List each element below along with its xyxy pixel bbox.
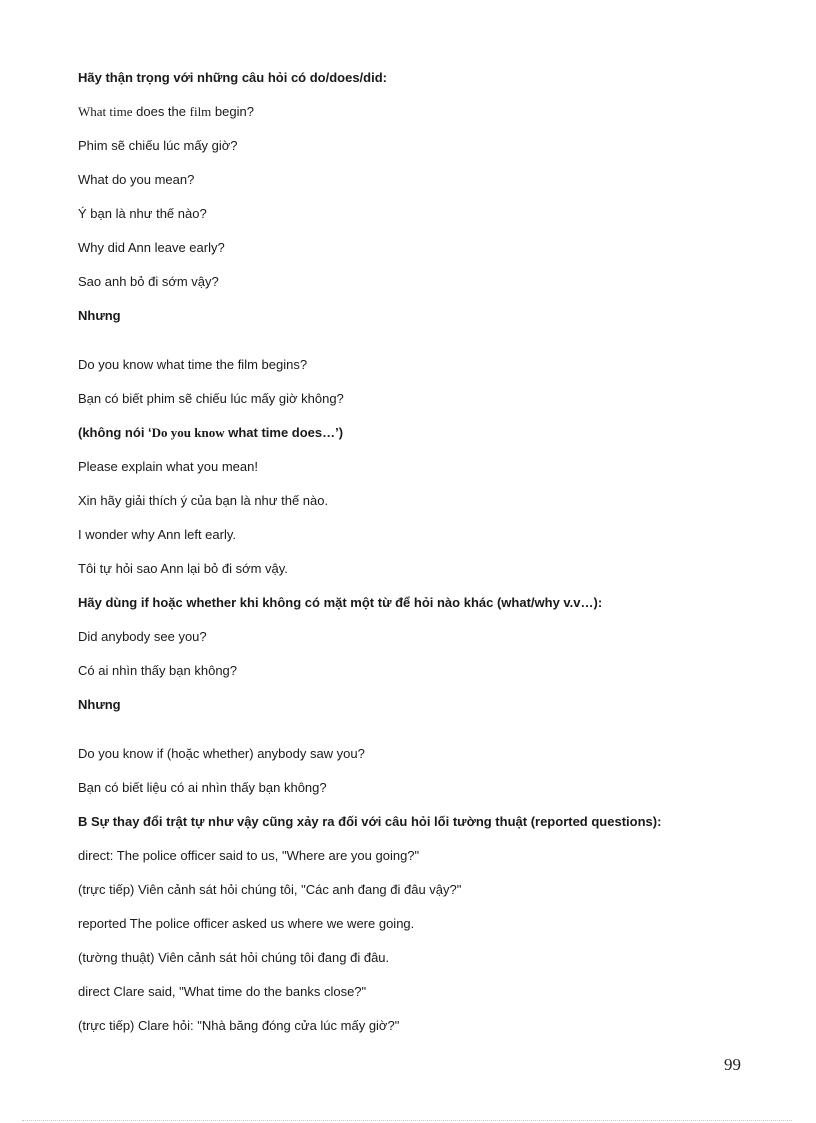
footer-divider: [22, 1120, 792, 1121]
example-line: Do you know if (hoặc whether) anybody saw you?: [78, 746, 365, 761]
translation-line: (tường thuật) Viên cảnh sát hỏi chúng tôi đang đi đâu.: [78, 950, 390, 965]
subheading-nhung: Nhưng: [78, 308, 121, 323]
example-line: Do you know what time the film begins?: [78, 357, 308, 372]
translation-line: (trực tiếp) Clare hỏi: "Nhà băng đóng cửa lúc mấy giờ?": [78, 1018, 400, 1033]
translation-line: (trực tiếp) Viên cảnh sát hỏi chúng tôi, "Các anh đang đi đâu vậy?": [78, 882, 462, 897]
serif-fragment: Do you know: [151, 425, 225, 440]
example-line: Did anybody see you?: [78, 629, 207, 644]
subheading-nhung: Nhưng: [78, 697, 121, 712]
example-line: [78, 104, 254, 120]
example-line: Why did Ann leave early?: [78, 240, 225, 255]
note-line: [78, 425, 343, 441]
translation-line: Có ai nhìn thấy bạn không?: [78, 663, 238, 678]
heading-do-does-did: Hãy thận trọng với những câu hỏi có do/does/did:: [78, 70, 387, 85]
heading-if-whether: Hãy dùng if hoặc whether khi không có mặt một từ để hỏi nào khác (what/why v.v…):: [78, 595, 603, 610]
serif-fragment: What time: [78, 104, 133, 119]
example-line: direct Clare said, "What time do the banks close?": [78, 984, 367, 999]
translation-line: Ý bạn là như thế nào?: [78, 206, 207, 221]
translation-line: Sao anh bỏ đi sớm vậy?: [78, 274, 219, 289]
heading-reported-questions: B Sự thay đổi trật tự như vậy cũng xảy ra đối với câu hỏi lối tường thuật (reported questions):: [78, 814, 662, 829]
example-line: What do you mean?: [78, 172, 195, 187]
example-line: Please explain what you mean!: [78, 459, 258, 474]
text-fragment: does the: [132, 104, 190, 119]
translation-line: Tôi tự hỏi sao Ann lại bỏ đi sớm vậy.: [78, 561, 288, 576]
translation-line: Phim sẽ chiếu lúc mấy giờ?: [78, 138, 238, 153]
example-line: reported The police officer asked us where we were going.: [78, 916, 415, 931]
page-number: 99: [724, 1055, 741, 1074]
translation-line: Xin hãy giải thích ý của bạn là như thế nào.: [78, 493, 329, 508]
text-fragment: (không nói ‘: [78, 425, 152, 440]
example-line: direct: The police officer said to us, "Where are you going?": [78, 848, 420, 863]
text-fragment: what time does…’): [224, 425, 344, 440]
text-fragment: begin?: [211, 104, 254, 119]
serif-fragment: film: [189, 104, 212, 119]
translation-line: Bạn có biết liệu có ai nhìn thấy bạn không?: [78, 780, 327, 795]
example-line: I wonder why Ann left early.: [78, 527, 237, 542]
translation-line: Bạn có biết phim sẽ chiếu lúc mấy giờ không?: [78, 391, 344, 406]
